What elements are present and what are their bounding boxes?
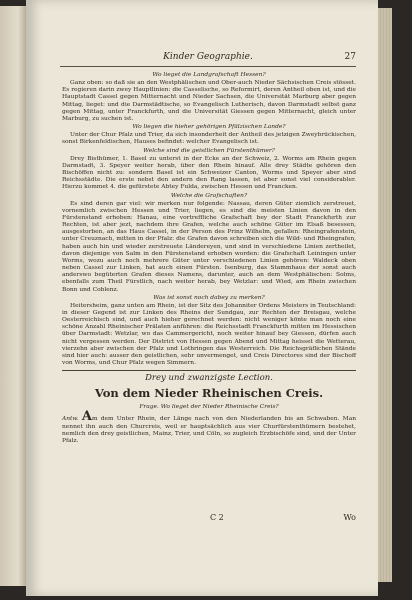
header-rule <box>60 66 356 67</box>
previous-page-edge <box>0 6 26 586</box>
signature-mark: C 2 <box>210 513 224 522</box>
page-body <box>62 71 356 446</box>
page-number: 27 <box>344 52 356 62</box>
antwort-text: m dem Unter Rhein, der Länge nach von den Niederlanden bis an Schwaben. Man nennet ihn auch den Churcreis, weil er hauptsächlich aus vier Churfürstenthümern bestehet, nemlich den drey geistlichen, Mainz, Trier, und Cöln, so zugleich Erzbischöfe sind, und der Unter Pfalz. <box>62 416 356 444</box>
question-pfalz: Wo liegen die hieher gehörigen Pfälzischen Lande? <box>132 124 286 131</box>
frage-label: Frage. <box>139 404 159 411</box>
catchword: Wo <box>343 513 356 522</box>
section-divider <box>62 370 356 371</box>
running-header <box>60 52 356 66</box>
frage-text: Wo lieget der Nieder Rheinische Creis? <box>160 404 279 411</box>
answer-pfalz: Unter der Chur Pfalz und Trier, da sich insonderheit der Antheil des jetzigen Zweybrückischen, sonst Birkenfeldischen, Hauses befindet: welcher Evangelisch ist. <box>62 132 356 146</box>
book-page-edges <box>376 8 392 582</box>
chapter-title: Von dem Nieder Rheinischen Creis. <box>94 386 324 401</box>
question-grafschaften: Welche die Grafschaften? <box>170 192 248 199</box>
page-footer <box>60 513 356 525</box>
answer-grafschaften: Es sind deren gar viel: wir merken nur folgende: Nassau, deren Güter ziemlich zerstreuet, vornemlich zwischen Hessen und Trier, liegen, es sind die meisten Linien davon in den Fürstenstand erhoben: Hanau, eine vortreffliche Grafschaft bey der Stadt Franckfurth zur Rechten, ist aber jezt, nachdem ihre Grafen, welche auch schöne Güter im Elsaß besessen, ausgestorben, an das Haus Cassel, in der Person des Prinz Wilhelm, gefallen: Rheingrafenstein, unter Creuznach, mitten in der Pfalz: die Grafen davon schreiben sich die Wild- und Rheingrafen, haben auch hin und wieder zerstreuete Ländereyen, und sind in verschiedene Linien zertheilet, davon diejenige von Salm in den Fürstenstand erhoben worden: die Grafschaft Leiningen unter Worms, wozu auch noch mehrere Güter unter verschiedenen Linien gehören: Waldeck oben neben Cassel zur Linken, hat auch einen Fürsten. Isenburg, das Stammhaus der sonst auch anderswo begüterten Grafen dieses Namens, darunter, auch an dem Westphälischen: Solms, ebenfalls zum Theil Fürstlich, nach weiter herab, bey Wetzlar: und Wied, am Rhein zwischen Bonn und Coblenz. <box>62 200 356 293</box>
answer-fuerstenthuemer: Drey Bisthümer, 1. Basel zu unterst in der Ecke an der Schweiz, 2. Worms am Rhein gegen Darmstadt, 3. Speyer weiter herab, über den Rhein hinauf. Alle drey Städte gehören den Bischöffen nicht zu: sondern Basel ist ein Schweizer Canton, Worms und Speyer aber sind Reichsstädte. Die erste nebst den andern den Rang lassen, ist aber sonst viel considerabler. Hierzu kommet 4. die gefürstete Abtey Fulda, zwischen Hessen und Francken. <box>62 155 356 191</box>
book-page <box>26 0 378 596</box>
frage-line <box>62 404 356 411</box>
drop-cap: A <box>81 409 92 425</box>
question-fuerstenthuemer: Welche sind die geistlichen Fürstenthümer? <box>143 147 275 154</box>
antwort-paragraph <box>62 409 356 445</box>
answer-hessen: Ganz oben: so daß sie an den Westphälischen und Ober-auch Nieder Sächsischen Creis stösset. Es regieren darin zwey Hauptlinien: die Casselische, so Reformirt, deren Antheil oben ist, und die Hauptstadt Cassel gegen Mitternacht und Nieder Sachsen, die Universität Marburg aber gegen Mittag, lieget: und die Darmstädtische, so Evangelisch Lutherisch, davon Darmstadt selbst ganz gegen Mittag, unter Franckfurth, und die Universität Giessen gegen Mitternacht, gleich unter Marburg, zu suchen ist. <box>62 80 356 122</box>
lesson-heading: Drey und zwanzigste Lection. <box>145 373 273 384</box>
antwort-label: Antw. <box>62 416 79 423</box>
answer-sonst: Heitersheim, ganz unten am Rhein, ist der Sitz des Johanniter Ordens Meisters in Teutschland: in dieser Gegend ist zur Linken des Rheins der Sundgau, zur Rechten der Breisgau, welche Oesterreichisch sind, und auch hieher gerechnet werden: nicht weniger könte man noch eine schöne Anzahl Rheinischer Prälaten anführen: die Reichsstadt Franckfurth mitten im Hessischen über Darmstadt: Wetzlar, wo das Cammergericht, noch weiter hinauf bey Giessen, dürfen auch nicht vergessen werden. Der District von Hessen gegen Abend und Mittag heisset die Wetterau, vierzehn aber zwischen der Pfalz und Lothringen das Westerreich. Die Reichsgräflichen Stände sind hier auch: ausser den geistlichen, sehr unvermenget, und Creis Directores sind der Bischoff von Worms, und Chur Pfalz wegen Simmern. <box>62 302 356 367</box>
question-sonst: Was ist sonst noch dabey zu merken? <box>153 294 265 301</box>
running-title: Kinder Geographie. <box>163 52 253 62</box>
question-hessen: Wo lieget die Landgrafschaft Hessen? <box>152 72 266 78</box>
